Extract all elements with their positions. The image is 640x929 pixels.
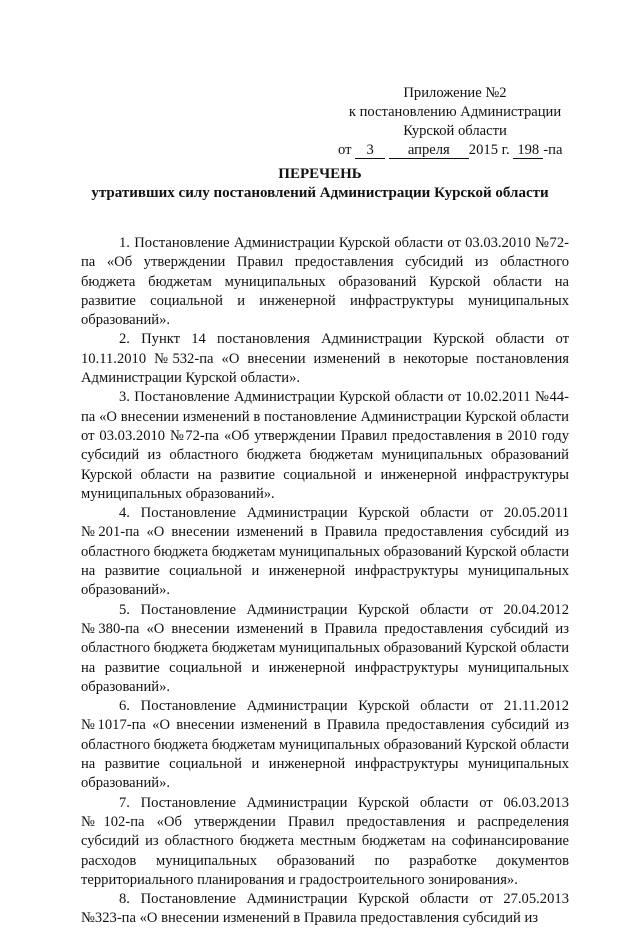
- date-day: 3: [355, 143, 385, 159]
- resolution-number: 198: [513, 143, 543, 159]
- list-item: 8. Постановление Администрации Курской области от 27.05.2013 №323-па «О внесении изменений в Правила предоставления субсидий из: [81, 891, 569, 927]
- date-year: 2015 г.: [468, 142, 510, 158]
- appendix-resolution-ref: к постановлению Администрации: [348, 104, 562, 120]
- list-item: 3. Постановление Администрации Курской области от 10.02.2011 №44-па «О внесении изменений в постановление Администрации Курской области от 03.03.2010 №72-па «Об утверждении Правил предоставления в 2010 году субсидий из областного бюджета бюджетам муниципальных образований Курской области на развитие социальной и инженерной инфраструктуры муниципальных образований».: [81, 389, 569, 502]
- document-title: ПЕРЕЧЕНЬ: [278, 166, 362, 182]
- list-item: 5. Постановление Администрации Курской области от 20.04.2012 №380-па «О внесении изменений в Правила предоставления субсидий из областного бюджета бюджетам муниципальных образований Курской области на развитие социальной и инженерной инфраструктуры муниципальных образований».: [81, 601, 570, 695]
- document-subtitle: утративших силу постановлений Администрации Курской области: [91, 185, 549, 201]
- resolution-suffix: -па: [543, 142, 563, 158]
- list-item: 4. Постановление Администрации Курской области от 20.05.2011 №201-па «О внесении изменений в Правила предоставления субсидий из областного бюджета бюджетам муниципальных образований Курской области на развитие социальной и инженерной инфраструктуры муниципальных образований».: [81, 505, 570, 599]
- list-item: 7. Постановление Администрации Курской области от 06.03.2013 №102-па «Об утверждении Правил предоставления и распределения субсидий из областного бюджета местным бюджетам на софинансирование расходов муниципальных образований по разработке документов территориального планирования и градостроительного зонирования».: [81, 794, 569, 888]
- appendix-header: [330, 84, 580, 160]
- appendix-region: Курской области: [403, 123, 507, 139]
- list-item: 1. Постановление Администрации Курской области от 03.03.2010 №72-па «Об утверждении Правил предоставления субсидий из областного бюджета бюджетам муниципальных образований Курской области на развитие социальной и инженерной инфраструктуры муниципальных образований».: [81, 235, 569, 329]
- list-item: 2. Пункт 14 постановления Администрации Курской области от 10.11.2010 №532-па «О внесении изменений в некоторые постановления Администрации Курской области».: [81, 331, 569, 387]
- appendix-date-line: [330, 141, 580, 160]
- appendix-number: Приложение №2: [403, 85, 507, 101]
- list-item: 6. Постановление Администрации Курской области от 21.11.2012 №1017-па «О внесении изменений в Правила предоставления субсидий из областного бюджета бюджетам муниципальных образований Курской области на развитие социальной и инженерной инфраструктуры муниципальных образований».: [81, 698, 570, 792]
- date-month: апреля: [389, 143, 469, 159]
- date-from-label: от: [338, 142, 352, 158]
- resolutions-list: [81, 234, 569, 929]
